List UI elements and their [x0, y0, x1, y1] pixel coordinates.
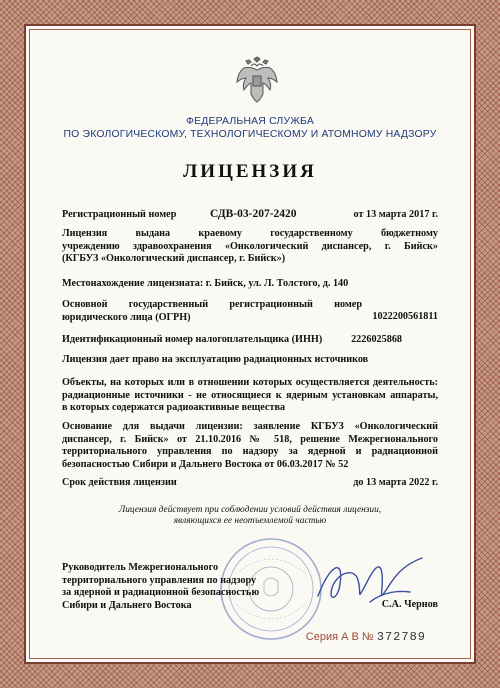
- basis-line3: территориального управления по надзору за ядерной и радиационной: [62, 446, 438, 458]
- issued-line3: (КГБУЗ «Онкологический диспансер, г. Бийск»): [62, 253, 286, 265]
- issued-line2: учреждению здравоохранения «Онкологический диспансер, г. Бийск»: [62, 240, 438, 252]
- registration-date: от 13 марта 2017 г.: [353, 209, 438, 220]
- ogrn-block: [62, 299, 438, 324]
- basis-block: [62, 421, 438, 471]
- validity-label: Срок действия лицензии: [62, 477, 177, 488]
- basis-line2: диспансер, г. Бийск» от 21.10.2016 № 518, решение Межрегионального: [62, 433, 438, 445]
- note-line1: Лицензия действует при соблюдении условий действия лицензии,: [118, 505, 382, 515]
- document-title: ЛИЦЕНЗИЯ: [183, 161, 317, 182]
- inn-value: 2226025868: [351, 334, 402, 345]
- ogrn-line2: юридического лица (ОГРН): [62, 311, 191, 323]
- license-right: Лицензия дает право на эксплуатацию радиационных источников: [62, 354, 369, 365]
- licensee-location: Местонахождение лицензиата: г. Бийск, ул. Л. Толстого, д. 140: [62, 278, 349, 289]
- signatory-line4: Сибири и Дальнего Востока: [62, 599, 192, 611]
- validity-row: [62, 477, 438, 490]
- validity-value: до 13 марта 2022 г.: [353, 477, 438, 488]
- objects-line3: в которых содержатся радиоактивные вещества: [62, 402, 286, 414]
- basis-line4: безопасностью Сибири и Дальнего Востока от 06.03.2017 № 52: [62, 458, 349, 470]
- objects-line2: радиационные источники - не относящиеся к ядерным установкам аппараты,: [62, 389, 438, 401]
- basis-line1: Основание для выдачи лицензии: заявление КГБУЗ «Онкологический: [62, 421, 438, 432]
- registration-row: [62, 209, 438, 222]
- signatory-name: С.А. Чернов: [381, 599, 438, 610]
- issued-line1: Лицензия выдана краевому государственному бюджетному: [62, 228, 438, 239]
- signatory-line1: Руководитель Межрегионального: [62, 562, 219, 573]
- series-number: 372789: [376, 630, 426, 644]
- registration-number: СДВ-03-207-2420: [210, 208, 297, 220]
- coat-of-arms-emblem: [234, 56, 280, 104]
- objects-line1: Объекты, на которых или в отношении которых осуществляется деятельность:: [62, 377, 438, 388]
- signatory-line2: территориального управления по надзору: [62, 574, 257, 586]
- ogrn-value: 1022200561811: [372, 311, 438, 322]
- issued-to-block: [62, 228, 438, 266]
- agency-name-line1: ФЕДЕРАЛЬНАЯ СЛУЖБА: [186, 116, 314, 127]
- series-label: Серия А В №: [305, 631, 374, 643]
- validity-note: [116, 505, 384, 528]
- agency-name-line2: ПО ЭКОЛОГИЧЕСКОМУ, ТЕХНОЛОГИЧЕСКОМУ И АТОМНОМУ НАДЗОРУ: [63, 129, 437, 140]
- objects-block: [62, 377, 438, 415]
- registration-label: Регистрационный номер: [62, 209, 177, 220]
- note-line2: являющихся ее неотъемлемой частью: [173, 516, 327, 527]
- inn-label: Идентификационный номер налогоплательщика (ИНН): [62, 334, 323, 345]
- inn-row: [62, 334, 438, 347]
- ogrn-line1: Основной государственный регистрационный номер: [62, 299, 362, 310]
- certificate-body: [24, 24, 476, 664]
- signatory-title: [62, 562, 262, 612]
- signatory-line3: за ядерной и радиационной безопасностью: [62, 587, 260, 599]
- form-series: [306, 631, 426, 644]
